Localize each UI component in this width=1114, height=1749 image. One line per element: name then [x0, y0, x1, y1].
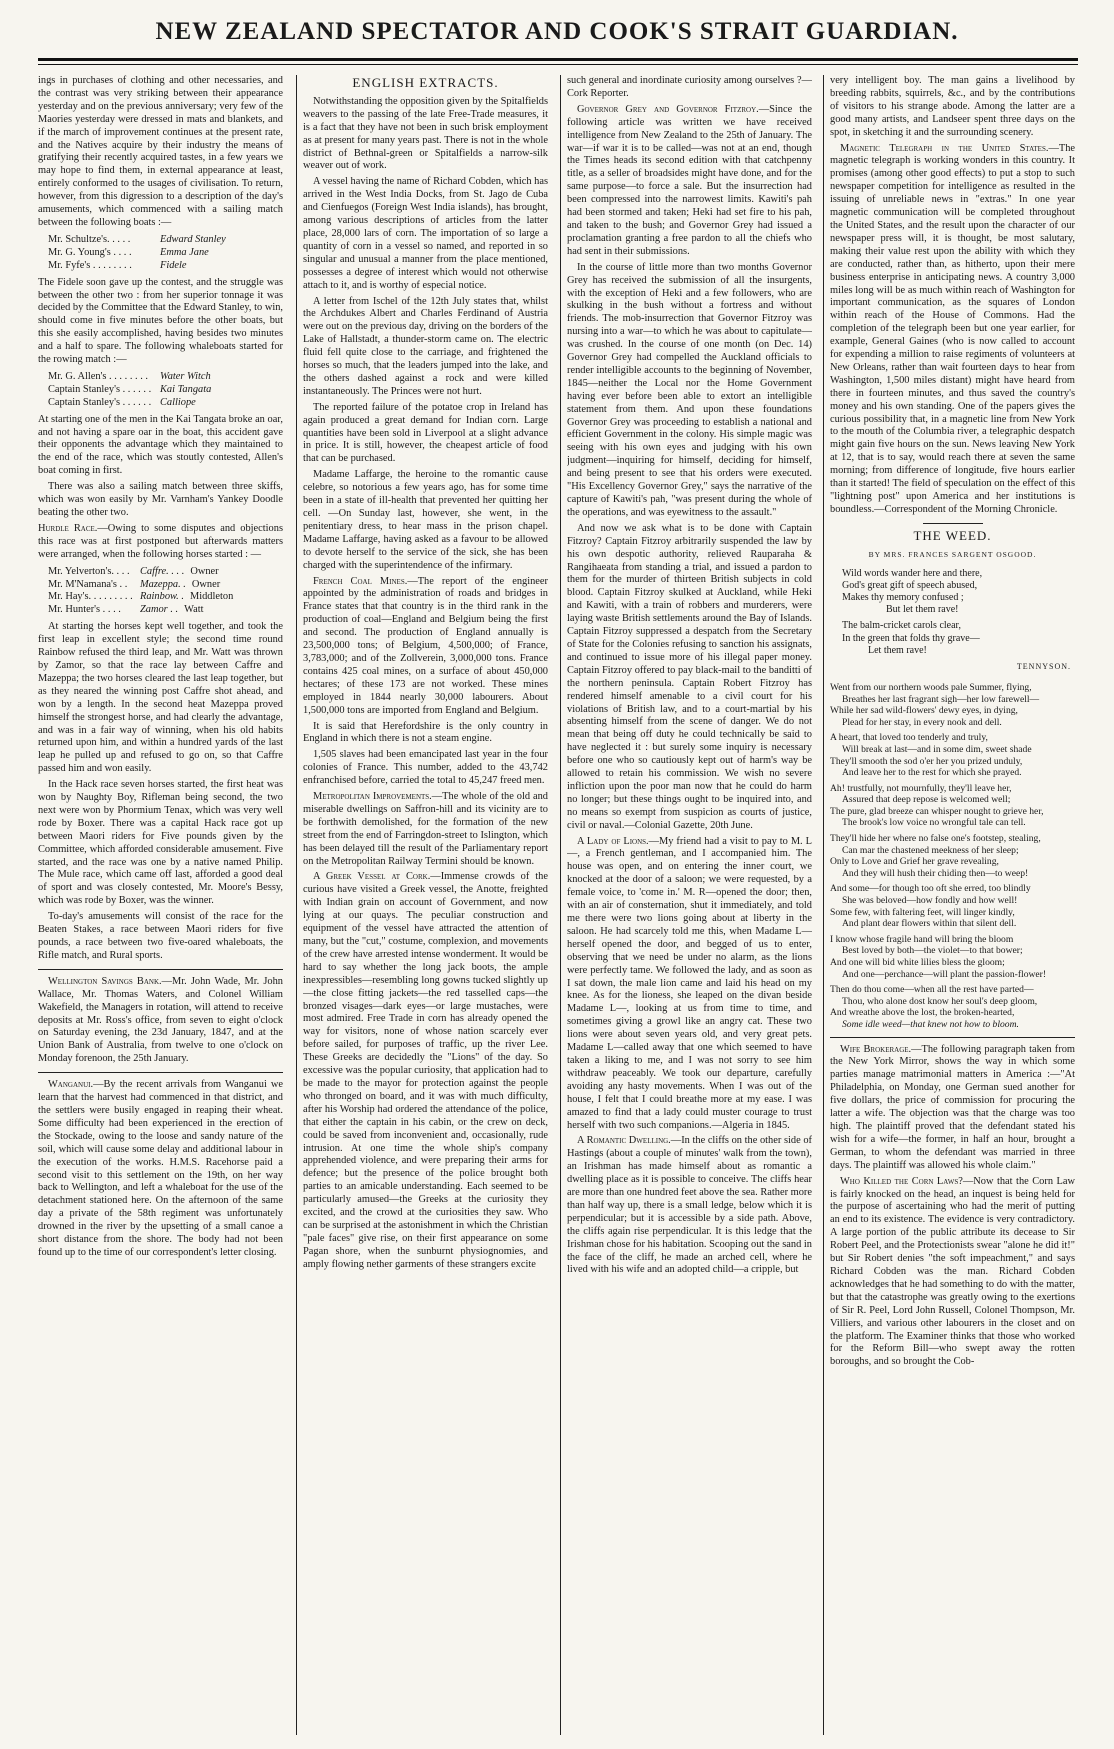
- horse-name: Caffre. . . .: [140, 565, 185, 577]
- poem-stanza: [830, 783, 1075, 829]
- poem-line: Some idle weed—that knew not how to bloom.: [842, 1018, 1019, 1030]
- boat-name: Edward Stanley: [160, 233, 226, 245]
- poem-title: THE WEED.: [913, 527, 992, 543]
- boat-name: Fidele: [160, 259, 187, 271]
- article-text: —The following paragraph taken from the New York Mirror, shows the way in which some parties manage matrimonial matters in America :—"At Philadelphia, on Monday, one German sued another for five dollars, the price of commission for procuring the latter a wife. The objection was that the charge was too high. The plaintiff proved that the defendant stated his wish for a wife—the former, in half an hour, brought a German, to whom the defendant was married in three days. The plaintiff was allowed his whole claim.": [830, 1043, 1075, 1171]
- poem-line: While her sad wild-flowers' dewy eyes, in dying,: [830, 705, 1018, 717]
- section-rule: [923, 523, 983, 524]
- article-text: —Immense crowds of the curious have visited a Greek vessel, the Anotte, freighted with Indian grain on account of Government, and now lying at our quays. The peculiar construction and equipment of the vessel have attracted the attention of many, but the "cut," costume, complexion, and movements of the crew have arrested intense wonderment. It would be hard to say whether the long jack boots, the ample inexpressibles—resembling long gowns tucked slightly up—the close fitting jackets—the red tasselled caps—the bronzed visages—dark eyes—or large mustaches, were most admired. Free Trade in corn has already opened the way for visitors, none of whose nation scarcely ever before sailed, for purposes of traffic, up the river Lee. These Greeks are decidedly the "Lions" of the day. So excessive was the popular curiosity, that application had to be made to the mayor for protection against the people who thronged on board, and it was with much difficulty, after his Worship had ordered the attendance of the police, that either the captain in his cabin, or the crew on deck, could be saved from inconvenient and, occasionally, rude intrusion. At one time the whole ship's company apprehended violence, and were preparing their arms for defence; but the presence of the police brought both parties to an amicable understanding. Each seemed to be particularly amused—the Greeks at the curiosity they excited, and the crowd at the curiosities they saw. Who can be surprised at the astonishment in which the Christian "pale faces" give rise, on their first appearance on some Pagan shore, when the sunburnt physiognomies, and amply flowing nether garments of these strangers excite: [303, 871, 548, 1270]
- article-heading: Wife Brokerage.: [840, 1043, 912, 1055]
- article-heading: A Lady of Lions.: [577, 835, 649, 847]
- epigraph-line: Let them rave!: [868, 644, 927, 656]
- poem-line: Thou, who alone dost know her soul's deep gloom,: [842, 995, 1038, 1007]
- article-text: —My friend had a visit to pay to M. L—, a French gentleman, and I accompanied him. The house was open, and on entering the inner court, we knocked at the door of a saloon; we were requested, by a female voice, to 'come in.' M. R—opened the door; then, with an air of consternation, shut it immediately, and told me there were two lions going about at liberty in the saloon. He had scarcely told me this, when Madame L—herself opened the door, and begged of us to enter, observing that we need be under no alarm, as the lions were perfectly tame. We followed the lady, and as soon as I sat down, the male lion came and laid his head on my knee. As for the lioness, she leaped on the divan beside Madame L—, looking at us from time to time, and sometimes giving a growl like an angry cat. These two lions were about seven years old, and very great pets. Madame L—called away that one which seemed to have taken a liking to me, and I was not sorry to see him withdraw peaceably. We took our departure, carefully avoiding any hasty movements. When I was out of the house, I felt that I could breathe more at my ease. I was amazed to find that a lady could muster courage to trust herself with two such companions.—Algeria in 1845.: [567, 835, 812, 1131]
- poem-line: And leave her to the rest for which she prayed.: [842, 767, 1022, 779]
- article-paragraph: A letter from Ischel of the 12th July states that, whilst the Archdukes Albert and Charles Ferdinand of Austria were out on the previous day, driving on the borders of the Lake of Hallstadt, a thunder-storm came on. The electric fluid fell quite close to the carriage, and frightened the horses so much, that the leaders jumped into the lake, and the others dashed against a rock and were killed instantaneously. The Princes were not hurt.: [303, 295, 548, 397]
- poem-line: The pure, glad breeze can whisper nought to grieve her,: [830, 805, 1044, 817]
- article-heading: Magnetic Telegraph in the United States.: [840, 142, 1049, 154]
- list-item: [38, 247, 283, 260]
- column-1: [38, 75, 283, 1735]
- epigraph-line: God's great gift of speech abused,: [842, 579, 978, 591]
- poem-line: Ah! trustfully, not mournfully, they'll leave her,: [830, 782, 1012, 794]
- epigraph-attribution: TENNYSON.: [1016, 662, 1071, 672]
- article-text: —The report of the engineer appointed by the administration of roads and bridges in France states that that country is in the third rank in the production of coal—England and Belgium being the first and second. The production of England annually is 23,500,000 tons; of Belgium, 4,500,000; of France, 3,783,000; and of the Zollverein, 3,000,000 tons. France contains 425 coal mines, on a surface of about 450,000 hectares; of these 173 are not worked. These mines employed in 1844 nearly 30,000 labourers. About 1,500,000 tons are imported from England and Belgium.: [303, 575, 548, 716]
- section-rule: [38, 969, 283, 970]
- article-heading: French Coal Mines.: [313, 575, 408, 587]
- poem-line: Breathes her last fragrant sigh—her low farewell—: [842, 693, 1040, 705]
- poem-stanza: [830, 984, 1075, 1030]
- article-paragraph: [303, 871, 548, 1271]
- poem-line: They'll smooth the sod o'er her you prized unduly,: [830, 755, 1023, 767]
- article-text: —Mr. John Wade, Mr. John Wallace, Mr. Thomas Waters, and Colonel William Wakefield, the Managers in rotation, will attend to receive deposits at Mr. Ross's office, from seven to eight o'clock on Saturday evening, the 23d January, 1847, and at the Union Bank of Australia, from twelve to one o'clock on Monday forenoon, the 25th January.: [38, 975, 283, 1065]
- article-paragraph: At starting the horses kept well together, and took the first leap in excellent style; the second time round Rainbow refused the third leap, and Mr. Watt was thrown by Zamor, so that the race lay between Caffre and Mazeppa; the two horses cleared the last leap together, but as they neared the winning post Caffre shot ahead, and won by a length. In the second heat Mazeppa proved himself the strongest horse, and had clearly the advantage, and was in a fair way of winning, when his old habits returned upon him, and within a hundred yards of the last leap he pulled up and refused to go on, so that Caffre passed him and won easily.: [38, 621, 283, 775]
- boat-name: Emma Jane: [160, 246, 209, 258]
- article-paragraph: Madame Laffarge, the heroine to the romantic cause celebre, so notorious a few years ago, has for some time been in a state of ill-health that prevented her quitting her cell. —On Sunday last, however, she went, in the penitentiary dress, to hear mass in the prison chapel. Madame Laffarge, having asked as a favour to be allowed to devote herself to the service of the sick, she has been charged with the superintendence of the infirmary.: [303, 469, 548, 571]
- epigraph-line: Wild words wander here and there,: [842, 567, 983, 579]
- article-paragraph: [303, 791, 548, 868]
- poem-line: And one—perchance—will plant the passion-flower!: [842, 968, 1047, 980]
- article-paragraph: [567, 1135, 812, 1277]
- poem-line: Some few, with faltering feet, will linger kindly,: [830, 906, 1015, 918]
- article-text: —Owing to some disputes and objections this race was at first postponed but afterwards matters were arranged, when the following horses started : —: [38, 522, 283, 560]
- poem-line: And some—for though too oft she erred, too blindly: [830, 883, 1031, 895]
- poem-line: Only to Love and Grief her grave revealing,: [830, 856, 999, 868]
- poem-stanza: [830, 682, 1075, 728]
- article-text: —The whole of the old and miserable dwellings on Saffron-hill and its vicinity are to be forthwith demolished, for the formation of the new street from the end of Farringdon-street to Islington, which has been delayed till the result of the Parliamentary report on the Metropolitan Railway Termini should be known.: [303, 791, 548, 867]
- horse-name: Zamor . .: [140, 604, 179, 616]
- article-heading: A Romantic Dwelling.: [577, 1135, 671, 1147]
- column-3: [567, 75, 812, 1735]
- article-paragraph: [38, 1079, 283, 1260]
- poem-stanza: [830, 883, 1075, 929]
- article-text: —The magnetic telegraph is working wonders in this country. It promises (among other good effects) to put a stop to such newspaper competition for intelligence as resulted in the issuing of unreliable news in "extras." In one year magnetic communication will be completed throughout the United States, and the result upon the character of our newspaper press will, it is thought, be most salutary, making their value rest upon the ability with which they are conducted, rather than, as hitherto, upon their mere business enterprise in anticipating news. A country 3,000 miles long will be as much within reach of Washington for important communication, as the squares of London within reach of the House of Commons. Had the completion of the telegraph been but one year earlier, for example, General Gaines (who is now called to account for expending a million to raise regiments of volunteers at New Orleans, rather than wait fourteen days to hear from Washington, 1,500 miles distant) might have heard from there in fourteen minutes, and thus saved the country's money and his own standing. One of the papers gives the curious possibility that, in a magnetic line from New York to the mouth of the Columbia river, a telegraphic despatch might gain five hours on the sun. News leaving New York at 12, that is to say, would reach there at seven the same morning; from difference of longitude, five hours earlier than it started! The field of speculation on the effect of this "lightning post" upon America and her institutions is boundless.—Correspondent of the Morning Chronicle.: [830, 142, 1075, 515]
- epigraph-line: The balm-cricket carols clear,: [842, 620, 961, 632]
- poem-line: The brook's low voice no wrongful tale can tell.: [842, 817, 1026, 829]
- poem-line: And wreathe above the lost, the broken-hearted,: [830, 1007, 1015, 1019]
- epigraph-line: But let them rave!: [886, 604, 959, 616]
- epigraph: [830, 568, 1075, 657]
- list-item: [38, 397, 283, 410]
- article-paragraph: [567, 836, 812, 1133]
- list-item: [38, 260, 283, 273]
- boat-owner: Mr. Schultze's. . . . .: [48, 233, 131, 245]
- article-paragraph: [830, 1044, 1075, 1173]
- article-paragraph: At starting one of the men in the Kai Tangata broke an oar, and not having a spare oar in the boat, this accident gave their opponents the advantage which they maintained to the end of the race, which was stoutly contested, Allen's boat coming in first.: [38, 413, 283, 477]
- poem-byline: BY MRS. FRANCES SARGENT OSGOOD.: [868, 549, 1037, 559]
- boat-owner: Mr. G. Allen's . . . . . . . .: [48, 370, 149, 382]
- section-rule: [830, 1037, 1075, 1038]
- poem-stanza: [830, 732, 1075, 778]
- article-text: —Now that the Corn Law is fairly knocked on the head, an inquest is being held for the purpose of ascertaining who had the merit of putting an end to its existence. The evidence is very contradictory. A large portion of the public attribute its decease to Sir Robert Peel, and the Protectionists swear "alone he did it!" but Sir Robert denies "the soft impeachment," and says Richard Cobden was the man. Richard Cobden acknowledges that he had something to do with the matter, but that the catastrophe was greatly owing to the exertions of Sir R. Peel, Lord John Russell, Colonel Thompson, Mr. Villiers, and various other labourers in the closet and on the platform. The Examiner thinks that those who worked for the Reform Bill—who swept away the rotten boroughs, and so brought the Cob-: [830, 1175, 1075, 1368]
- masthead: NEW ZEALAND SPECTATOR AND COOK'S STRAIT GUARDIAN.: [155, 18, 959, 45]
- article-paragraph: such general and inordinate curiosity among ourselves ?—Cork Reporter.: [567, 75, 812, 99]
- list-item: [38, 384, 283, 397]
- article-paragraph: The reported failure of the potatoe crop in Ireland has again produced a great demand for Indian corn. Large quantities have been sold in Liverpool at a slight advance in price. It is still, however, the cheapest article of food that can be purchased.: [303, 401, 548, 465]
- article-paragraph: And now we ask what is to be done with Captain Fitzroy? Captain Fitzroy arbitrarily suspended the law by his own despotic authority, relieved Rauparaha & Rangihaeata from standing a trial, and issued a pardon to them for the murder of thirteen British subjects in cold blood. Captain Fitzroy skulked at Auckland, while Heki and Kawiti, with a train of robbers and murderers, were laying waste British settlements around the Bay of Islands. Captain Fitzroy suppressed a despatch from the Secretary of State for the Colonies refusing to sanction his assignats, and continued to issue more of his illegal paper money. Captain Fitzroy offered to pay black-mail to the banditti of the northern peninsula. Captain Robert Fitzroy has rendered himself amenable to a civil court for his violations of British law, and to a court-martial by his absenting himself from the scene of danger. We do not mean that being off duty he could technically be said to have neglected it : but surely some inquiry is necessary before one who so cautiously kept out of harm's way be allowed to retain his commission. We wish no severe infliction upon the poor man now that he could do harm no longer; but these things ought to be inquired into, and no means so exempt from suspicion as courts of justice, civil or naval.—Colonial Gazette, 20th June.: [567, 522, 812, 831]
- column-2: [303, 75, 548, 1735]
- article-paragraph: very intelligent boy. The man gains a livelihood by breeding rabbits, squirrels, &c., and by the contributions of visitors to his strange abode. Among the latter are a good many artists, and Landseer spent three days on the spot, in sketching it and the surrounding scenery.: [830, 75, 1075, 138]
- boat-owner: Mr. G. Young's . . . .: [48, 246, 132, 258]
- boat-owner: Mr. Fyfe's . . . . . . . .: [48, 259, 132, 271]
- poem-line: She was beloved—how fondly and how well!: [842, 895, 1018, 907]
- column-divider: [560, 75, 561, 1735]
- poem-line: Then do thou come—when all the rest have parted—: [830, 984, 1034, 996]
- epigraph-line: Makes thy memory confused ;: [842, 592, 964, 604]
- article-heading: Wanganui.: [48, 1079, 94, 1091]
- article-paragraph: In the Hack race seven horses started, the first heat was won by Naughty Boy, Rifleman being second, the two next were won by Phormium Tenax, which was very well rode by Boxer. There was a capital Hack race got up between Maori riders for Five pounds given by the Committee, which afforded considerable amusement. Five started, and the race was one by a native named Philip. The Mule race, which came off last, afforded a good deal of sport and was closely contested, Mr. Moore's Bessy, which was rode by Boxer, was the winner.: [38, 779, 283, 907]
- poem-body: [830, 682, 1075, 1031]
- poem-line: Assured that deep repose is welcomed well;: [842, 794, 1011, 806]
- poem-line: And they will hush their chiding then—to weep!: [842, 867, 1029, 879]
- article-paragraph: [38, 523, 283, 562]
- sailing-boat-list: [38, 234, 283, 273]
- masthead-rule-thick: [38, 58, 1078, 61]
- article-paragraph: It is said that Herefordshire is the only country in England in which there is not a steam engine.: [303, 720, 548, 745]
- horse-rider: Owner: [191, 578, 221, 590]
- article-heading: Who Killed the Corn Laws?: [840, 1175, 963, 1187]
- horse-owner: Mr. Hay's. . . . . . . . .: [48, 591, 133, 603]
- article-text: —In the cliffs on the other side of Hastings (about a couple of minutes' walk from the town), an Irishman has made himself about as romantic a dwelling place as it is possible to conceive. The cliffs hear are more than one hundred feet above the sea. Rather more than half way up, there is a small ledge, below which it is perpendicular; but it is accessible by a side path. Above, the cliffs again rise perpendicular. It is this ledge that the Irishman chose for his habitation. Scooping out the sand in the face of the cliff, he made an arched cell, where he lived with his wife and an adopted child—a cripple, but: [567, 1135, 812, 1276]
- poem-stanza: [830, 934, 1075, 980]
- poem-line: Can mar the chastened meekness of her sleep;: [842, 844, 1019, 856]
- article-paragraph: [567, 104, 812, 259]
- poem-line: Plead for her stay, in every nook and dell.: [842, 716, 1002, 728]
- list-item: [38, 591, 283, 604]
- article-heading: Hurdle Race.: [38, 522, 98, 534]
- poem-line: Will break at last—and in some dim, sweet shade: [842, 743, 1032, 755]
- horse-owner: Mr. Yelverton's. . . .: [48, 565, 130, 577]
- article-paragraph: In the course of little more than two months Governor Grey has received the submission of all the insurgents, with the exception of Heki and a few followers, who are skulking in the bush without a fortress and without friends. The mob-insurrection that Governor Fitzroy was nursing into a war—to which he was about to capitulate—was crushed. In the course of one month (on Dec. 14) Governor Grey had compelled the Auckland officials to render intelligible accounts to the beginning of November, 1845—neither the Local nor the Home Government having ever before been able to extort an intelligible statement from them. And upon these foundations Governor Grey was proceeding to establish a national and efficient Government in the colony. His simple magic was seeing with his own eyes and judging with his own judgment—inquiring for himself, deciding for himself, and being present to see that his orders were executed. "His Excellency Governor Grey," says the narrative of the capture of Kawiti's pah, "was present during the whole of the operations, and was eyewitness to the assault.": [567, 261, 812, 518]
- article-heading: A Greek Vessel at Cork.: [313, 871, 431, 883]
- poem-line: Went from our northern woods pale Summer, flying,: [830, 681, 1032, 693]
- article-paragraph: [830, 143, 1075, 517]
- horse-name: Mazeppa. .: [140, 578, 186, 590]
- article-paragraph: [830, 1176, 1075, 1370]
- article-paragraph: ings in purchases of clothing and other necessaries, and the contrast was very striking between their appearance yesterday and on the previous anniversary; very few of the Maories yesterday were dressed in mats and blankets, and if the march of improvement continues at the present rate, and the Natives acquire by their industry the means of gratifying their recently acquired tastes, in a few years we may hope to find them, in external appearance at least, entirely conformed to the usages of civilisation. To return, however, from this digression to a description of the day's amusements, which commenced with a sailing match between the following boats :—: [38, 75, 283, 228]
- poem-line: And plant dear flowers within that silent dell.: [842, 918, 1017, 930]
- article-heading: Wellington Savings Bank.: [48, 975, 162, 987]
- horse-rider: Watt: [184, 604, 204, 616]
- article-paragraph: To-day's amusements will consist of the race for the Beaten Stakes, a race between Maori riders for five pounds, a race between two five-oared whaleboats, the Rifle match, and Rural sports.: [38, 911, 283, 961]
- section-rule: [38, 1072, 283, 1073]
- article-paragraph: [38, 976, 283, 1066]
- horse-rider: Middleton: [189, 591, 234, 603]
- whaleboat-list: [38, 371, 283, 410]
- article-paragraph: 1,505 slaves had been emancipated last year in the four colonies of France. This number, added to the 43,742 enfranchised before, carried the total to 45,247 freed men.: [303, 749, 548, 787]
- horse-owner: Mr. Hunter's . . . .: [48, 604, 121, 616]
- boat-name: Calliope: [160, 396, 196, 408]
- list-item: [38, 234, 283, 247]
- article-paragraph: [303, 576, 548, 718]
- list-item: [38, 371, 283, 384]
- poem-stanza: [830, 833, 1075, 879]
- poem-line: A heart, that loved too tenderly and truly,: [830, 732, 988, 744]
- boat-name: Water Witch: [160, 370, 211, 382]
- article-paragraph: A vessel having the name of Richard Cobden, which has arrived in the West India Docks, from St. Jago de Cuba and Cienfuegos (Foreign West India islands), has brought, among various descriptions of articles from the latter place, 28,000 lars of corn. The importation of so large a quantity of corn in a vessel so named, and reported in so singular and unusual a manner from the place mentioned, possesses a degree of interest which would not otherwise attach to it, and is worthy of especial notice.: [303, 176, 548, 291]
- article-heading: Metropolitan Improvements.: [313, 791, 432, 803]
- article-paragraph: Notwithstanding the opposition given by the Spitalfields weavers to the passing of the late Free-Trade measures, it is a fact that they have not been in such brisk employment as at present for many years past. There is not in the whole district of Bethnal-green or Spitalfields a narrow-silk weaver out of work.: [303, 95, 548, 172]
- article-text: —Since the following article was written we have received intelligence from New Zealand to the 25th of January. The war—if war it is to be called—was not at an end, though the Times heads its second edition with that catchpenny title, as a seller of broadsides might have done, and for the same purpose—to force a sale. But the insurrection had been compressed into the narrowest limits. Kawiti's pah had been stormed and taken; Heki had set fire to his pah, and taken to the bush; and Governor Grey had issued a proclamation granting a free pardon to all the chiefs who had sent in their submissions.: [567, 103, 812, 257]
- boat-owner: Captain Stanley's . . . . . .: [48, 383, 152, 395]
- article-paragraph: There was also a sailing match between three skiffs, which was won easily by Mr. Varnham's Yankey Doodle beating the other two.: [38, 481, 283, 518]
- column-divider: [823, 75, 824, 1735]
- poem-line: They'll hide her where no false one's footstep, stealing,: [830, 833, 1041, 845]
- article-paragraph: The Fidele soon gave up the contest, and the struggle was between the other two : from her superior tonnage it was decided by the Committee that the Edward Stanley, to win, should come in five minutes before the other boats, but this she easily accomplished, having besides two minutes and a half to spare. The following whaleboats started for the rowing match :—: [38, 276, 283, 366]
- list-item: [38, 579, 283, 592]
- boat-owner: Captain Stanley's . . . . . .: [48, 396, 152, 408]
- list-item: [38, 566, 283, 579]
- article-heading: Governor Grey and Governor Fitzroy.: [577, 103, 759, 115]
- horse-list: [38, 566, 283, 618]
- horse-rider: Owner: [190, 565, 219, 577]
- horse-owner: Mr. M'Namana's . .: [48, 578, 128, 590]
- poem-line: And one will bid white lilies bless the gloom;: [830, 957, 1005, 969]
- article-text: —By the recent arrivals from Wanganui we learn that the harvest had commenced in that district, and the settlers were busily engaged in reaping their wheat. Some difficulty had been experienced in the erection of the Stockade, owing to the loose and sandy nature of the soil, which will cause some delay and additional labour in the execution of the works. H.M.S. Racehorse paid a second visit to this settlement on the 19th, on her way back to Wellington, and left a whaleboat for the use of the detachment stationed here. On the afternoon of the same day a private of the 58th regiment was unfortunately drowned in the river by the upsetting of a small canoe a short distance from the shore. The body had not been found up to the time of our correspondent's letter closing.: [38, 1079, 283, 1258]
- epigraph-line: In the green that folds thy grave—: [842, 632, 980, 644]
- horse-name: Rainbow. .: [140, 591, 184, 603]
- poem-line: Best loved by both—the violet—to that bower;: [842, 945, 1023, 957]
- section-title: ENGLISH EXTRACTS.: [352, 75, 499, 90]
- poem-line: I know whose fragile hand will bring the bloom: [830, 933, 1014, 945]
- list-item: [38, 604, 283, 617]
- column-divider: [296, 75, 297, 1735]
- boat-name: Kai Tangata: [160, 383, 212, 395]
- masthead-rule-thin: [38, 64, 1078, 65]
- column-4: [830, 75, 1075, 1735]
